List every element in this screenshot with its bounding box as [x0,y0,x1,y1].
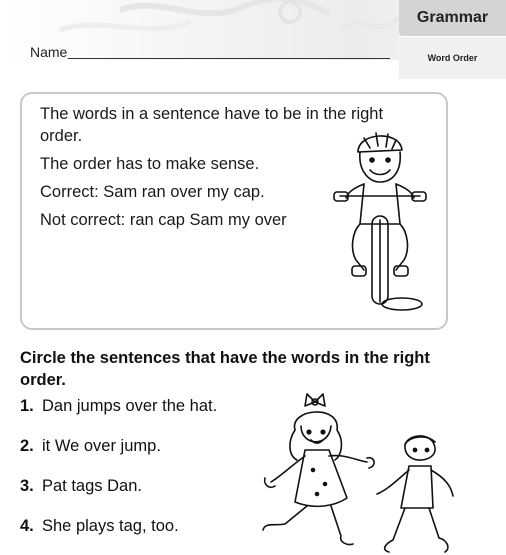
item-text: She plays tag, too. [42,517,179,535]
sentence-item[interactable] [20,397,217,416]
rule-line: The words in a sentence have to be in the right order. [40,105,384,145]
item-number: 1. [20,397,34,415]
item-text: Dan jumps over the hat. [42,397,218,415]
sentence-item[interactable] [20,477,142,496]
item-text: it We over jump. [42,437,161,455]
name-label: Name [30,44,68,60]
item-number: 3. [20,477,34,495]
children-running-illustration [255,390,455,555]
instruction-text: Circle the sentences that have the words in the right order. [20,349,430,389]
name-field[interactable] [68,58,390,59]
item-number: 4. [20,517,34,535]
sentence-item[interactable] [20,517,179,536]
topic-label: Word Order [427,53,478,63]
topic-tab [399,36,506,79]
section-tab [399,0,506,36]
item-text: Pat tags Dan. [42,477,142,495]
sentence-item[interactable] [20,437,161,456]
rule-line: Correct: Sam ran over my cap. [40,183,265,201]
rule-line: Not correct: ran cap Sam my over [40,211,287,229]
section-label: Grammar [416,9,489,26]
item-number: 2. [20,437,34,455]
boy-on-bicycle-illustration [330,120,440,320]
rule-line: The order has to make sense. [40,155,260,173]
